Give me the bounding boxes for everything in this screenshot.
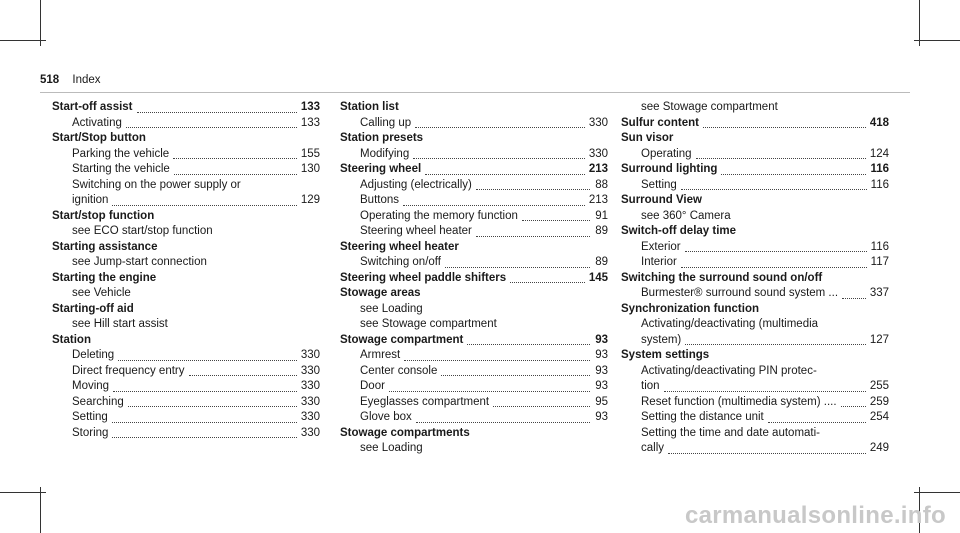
index-subentry[interactable] [52,426,320,442]
index-subentry[interactable] [340,178,608,194]
page-reference[interactable]: 213 [588,194,608,206]
entry-label: Eyeglasses compartment [360,395,490,408]
index-heading [621,131,889,147]
entry-label: Direct frequency entry [72,364,185,377]
index-subentry[interactable] [52,162,320,178]
entry-label: Operating the memory function [360,209,518,222]
index-subentry[interactable] [621,333,889,349]
index-heading[interactable] [621,162,889,178]
dot-leader [128,405,297,407]
page-reference[interactable]: 88 [595,178,608,191]
entry-label: Storing [72,426,109,439]
dot-leader [842,297,866,299]
entry-label: see Jump-start connection [72,256,207,268]
entry-label: see Stowage compartment [641,101,778,113]
dot-leader [696,157,866,159]
index-subentry[interactable] [340,116,608,132]
page-reference[interactable]: 116 [870,240,889,253]
entry-label: Calling up [360,116,412,129]
page-reference[interactable]: 254 [869,411,889,423]
index-subentry[interactable] [621,178,889,194]
index-subentry[interactable] [621,147,889,163]
entry-label: Sulfur content [621,116,699,129]
page-reference[interactable]: 145 [588,271,608,284]
entry-label: Parking the vehicle [72,147,170,160]
page-reference[interactable]: 127 [869,333,889,346]
index-subentry [340,441,608,457]
index-subentry[interactable] [340,348,608,364]
page-reference[interactable]: 93 [595,380,608,392]
index-subentry[interactable] [52,379,320,395]
page-reference[interactable]: 91 [595,209,608,222]
dot-leader [189,374,297,376]
index-subentry [52,224,320,240]
dot-leader [841,405,866,407]
page-reference[interactable]: 93 [595,411,608,423]
entry-label: Surround View [621,194,702,206]
dot-leader [721,173,866,175]
entry-label: Sun visor [621,132,674,144]
page-reference[interactable]: 330 [588,147,608,160]
index-subentry[interactable] [340,379,608,395]
entry-label: Searching [72,395,124,408]
page-reference[interactable]: 133 [300,101,320,113]
header-divider [40,92,910,93]
page-reference[interactable]: 95 [595,395,608,408]
index-heading[interactable] [340,271,608,287]
entry-label: Burmester® surround sound system ... [641,287,839,299]
dot-leader [404,359,590,361]
dot-leader [441,374,590,376]
index-subentry[interactable] [52,364,320,380]
page-reference[interactable]: 124 [869,147,889,160]
dot-leader [425,173,585,175]
index-heading [340,100,608,116]
index-heading [52,131,320,147]
index-column-2 [340,100,608,457]
dot-leader [476,188,590,190]
watermark-text: carmanualsonline.info [684,502,946,529]
index-subentry[interactable] [52,193,320,209]
page-reference[interactable]: 255 [869,380,889,392]
page-reference[interactable]: 249 [869,442,889,454]
page-reference[interactable]: 93 [595,333,608,346]
index-subentry[interactable] [340,224,608,240]
entry-label: Steering wheel paddle shifters [340,271,507,284]
index-subentry[interactable] [621,255,889,271]
index-subentry[interactable] [621,286,889,302]
dot-leader [126,126,297,128]
entry-label: Start-off assist [52,101,133,113]
dot-leader [510,281,585,283]
entry-label: Setting [72,411,108,423]
index-subentry[interactable] [340,410,608,426]
index-heading[interactable] [340,333,608,349]
dot-leader [112,421,297,423]
entry-label: Activating/deactivating PIN protec- [641,364,817,377]
index-subentry [52,178,320,194]
page-reference[interactable]: 116 [870,163,889,175]
index-subentry [340,317,608,333]
entry-label: Reset function (multimedia system) .... [641,395,837,408]
entry-label: Synchronization function [621,302,759,315]
page-reference[interactable]: 330 [300,395,320,408]
index-subentry[interactable] [621,379,889,395]
entry-label: see ECO start/stop function [72,225,213,237]
entry-label: Station [52,333,91,346]
index-subentry [621,317,889,333]
index-heading [621,348,889,364]
dot-leader [685,343,866,345]
page-reference[interactable]: 418 [869,116,889,129]
index-heading[interactable] [621,116,889,132]
dot-leader [112,436,296,438]
entry-label: Steering wheel heater [340,240,459,253]
page-reference[interactable]: 133 [300,116,320,129]
entry-label: Starting the vehicle [72,163,170,175]
index-column-1 [52,100,320,441]
index-subentry[interactable] [340,147,608,163]
page-reference[interactable]: 89 [595,225,608,237]
entry-label: System settings [621,349,710,361]
page-reference[interactable]: 93 [595,364,608,377]
entry-label: Station list [340,101,399,113]
index-heading[interactable] [52,100,320,116]
index-subentry [621,364,889,380]
index-subentry [621,426,889,442]
entry-label: see 360° Camera [641,209,731,222]
index-subentry[interactable] [52,147,320,163]
crop-mark [40,487,41,533]
entry-label: Start/stop function [52,209,155,222]
entry-label: see Stowage compartment [360,318,497,330]
dot-leader [174,173,297,175]
dot-leader [681,188,867,190]
index-subentry [621,209,889,225]
entry-label: Station presets [340,132,424,144]
entry-label: Center console [360,364,438,377]
dot-leader [403,204,585,206]
entry-label: Moving [72,380,110,392]
entry-label: Setting [641,178,677,191]
entry-label: Setting the distance unit [641,411,764,423]
index-heading [340,131,608,147]
entry-label: ignition [72,194,109,206]
entry-label: Activating [72,116,122,129]
index-subentry [52,286,320,302]
crop-mark [0,40,46,41]
index-heading[interactable] [340,162,608,178]
dot-leader [118,359,297,361]
page-reference[interactable]: 155 [300,147,320,160]
entry-label: Activating/deactivating (multimedia [641,318,819,330]
page-reference[interactable]: 330 [300,411,320,423]
entry-label: cally [641,442,665,454]
index-subentry [340,302,608,318]
index-heading [340,286,608,302]
index-subentry[interactable] [52,116,320,132]
index-subentry[interactable] [621,395,889,411]
page-reference[interactable]: 330 [300,426,320,439]
index-subentry[interactable] [340,193,608,209]
entry-label: Modifying [360,147,410,160]
index-subentry[interactable] [621,240,889,256]
entry-label: Armrest [360,349,401,361]
entry-label: Exterior [641,240,681,253]
dot-leader [703,126,866,128]
entry-label: tion [641,380,660,392]
page-reference[interactable]: 89 [595,256,608,268]
entry-label: Steering wheel heater [360,225,472,237]
page-header [40,74,101,86]
section-title: Index [72,74,101,86]
dot-leader [668,452,866,454]
index-subentry[interactable] [340,364,608,380]
index-subentry[interactable] [621,441,889,457]
entry-label: Switching the surround sound on/off [621,271,823,284]
dot-leader [493,405,590,407]
index-subentry[interactable] [340,209,608,225]
entry-label: Deleting [72,349,115,361]
dot-leader [137,111,297,113]
entry-label: Stowage compartment [340,333,464,346]
entry-label: Steering wheel [340,163,422,175]
index-subentry [621,100,889,116]
dot-leader [173,157,297,159]
page-reference[interactable]: 330 [588,116,608,129]
index-subentry[interactable] [52,395,320,411]
index-heading [621,224,889,240]
index-heading [52,271,320,287]
entry-label: Stowage compartments [340,426,470,439]
page-reference[interactable]: 213 [588,163,608,175]
entry-label: Buttons [360,194,399,206]
dot-leader [681,266,867,268]
entry-label: see Vehicle [72,287,131,299]
page-reference[interactable]: 116 [870,178,889,191]
index-heading [52,302,320,318]
entry-label: Switching on the power supply or [72,178,241,191]
dot-leader [413,157,585,159]
index-heading [621,193,889,209]
index-heading [621,302,889,318]
index-subentry[interactable] [621,410,889,426]
index-subentry [52,255,320,271]
entry-label: Starting assistance [52,240,158,253]
page-reference[interactable]: 330 [300,380,320,392]
entry-label: Starting-off aid [52,302,134,315]
page-reference[interactable]: 130 [300,163,320,175]
entry-label: Switch-off delay time [621,225,737,237]
entry-label: Glove box [360,411,412,423]
dot-leader [476,235,590,237]
entry-label: Door [360,380,385,392]
entry-label: system) [641,333,682,346]
crop-mark [914,40,960,41]
page-reference[interactable]: 330 [300,349,320,361]
entry-label: see Hill start assist [72,318,168,330]
dot-leader [685,250,867,252]
dot-leader [416,421,590,423]
dot-leader [664,390,866,392]
dot-leader [467,343,590,345]
entry-label: Adjusting (electrically) [360,178,472,191]
entry-label: Surround lighting [621,163,718,175]
dot-leader [445,266,590,268]
index-subentry[interactable] [52,410,320,426]
dot-leader [522,219,590,221]
page-reference[interactable]: 93 [595,349,608,361]
entry-label: Setting the time and date automati- [641,426,820,439]
entry-label: Switching on/off [360,256,441,268]
crop-mark [0,492,46,493]
dot-leader [113,390,297,392]
index-heading [340,426,608,442]
page-reference[interactable]: 259 [869,395,889,408]
index-heading [52,209,320,225]
index-column-3 [621,100,889,457]
entry-label: Operating [641,147,692,160]
index-heading [340,240,608,256]
index-subentry[interactable] [52,348,320,364]
index-heading [52,240,320,256]
page-reference[interactable]: 330 [300,364,320,377]
entry-label: Start/Stop button [52,132,146,144]
page-number: 518 [40,74,60,86]
dot-leader [112,204,296,206]
index-heading [621,271,889,287]
dot-leader [389,390,590,392]
entry-label: Interior [641,256,677,268]
dot-leader [768,421,866,423]
crop-mark [914,492,960,493]
page-reference[interactable]: 117 [870,256,889,268]
index-subentry [52,317,320,333]
page-reference[interactable]: 129 [300,194,320,206]
index-subentry[interactable] [340,395,608,411]
dot-leader [415,126,585,128]
entry-label: Stowage areas [340,287,421,299]
page-reference[interactable]: 337 [869,287,889,299]
entry-label: see Loading [360,442,423,454]
index-heading [52,333,320,349]
index-subentry[interactable] [340,255,608,271]
entry-label: see Loading [360,302,423,315]
entry-label: Starting the engine [52,271,157,284]
